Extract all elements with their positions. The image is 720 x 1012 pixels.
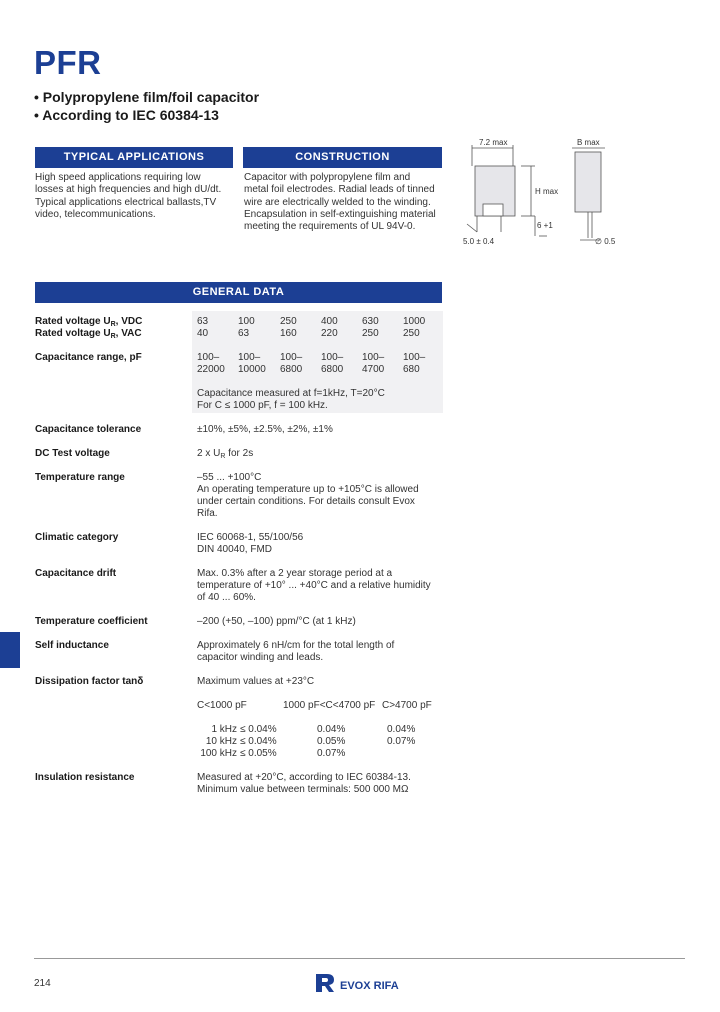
- insulation-resistance-label: Insulation resistance: [35, 772, 135, 783]
- vdc-value: 250: [280, 316, 297, 327]
- vac-value: 250: [403, 328, 420, 339]
- dc-test-value: 2 x $U_R$ for 2s: [197, 448, 254, 460]
- page-number: 214: [34, 978, 51, 989]
- construction-text: Capacitor with polypropylene film and metal foil electrodes. Radial leads of tinned wire are electrically welded to the winding. Encapsulation in self-extinguishing material meeting the requirements of UL 94V-0.: [244, 172, 436, 233]
- dissipation-value: ≤ 0.04%: [240, 724, 277, 735]
- dissipation-value: 0.07%: [387, 736, 416, 747]
- vac-value: 250: [362, 328, 379, 339]
- dim-h-max: H max: [535, 187, 559, 196]
- dissipation-header: C>4700 pF: [382, 700, 432, 711]
- dissipation-value: ≤ 0.04%: [240, 736, 277, 747]
- temperature-range-value: –55 ... +100°C An operating temperature up to +105°C is allowed under certain conditions. For details consult Evox Rifa.: [197, 472, 419, 519]
- cap-range-min: 100–: [362, 352, 385, 363]
- cap-range-min: 100–: [321, 352, 344, 363]
- typical-applications-header: TYPICAL APPLICATIONS: [35, 147, 233, 168]
- dissipation-value: ≤ 0.05%: [240, 748, 277, 759]
- dim-5-0: 5.0 ± 0.4: [463, 237, 495, 246]
- tolerance-value: ±10%, ±5%, ±2.5%, ±2%, ±1%: [197, 424, 333, 435]
- dissipation-header: 1000 pF<C<4700 pF: [283, 700, 376, 711]
- general-data-header: GENERAL DATA: [35, 282, 442, 303]
- cap-range-max: 22000: [197, 364, 225, 375]
- insulation-resistance-value: Measured at +20°C, according to IEC 60384-13. Minimum value between terminals: 500 000 MΩ: [197, 772, 411, 795]
- dissipation-value: 0.04%: [387, 724, 416, 735]
- temperature-coefficient-value: –200 (+50, –100) ppm/°C (at 1 kHz): [197, 616, 356, 627]
- vdc-value: 400: [321, 316, 338, 327]
- dissipation-factor-label: Dissipation factor tanδ: [35, 676, 144, 687]
- dim-b-max: B max: [577, 138, 600, 147]
- self-inductance-value: Approximately 6 nH/cm for the total length of capacitor winding and leads.: [197, 640, 395, 663]
- dissipation-intro: Maximum values at +23°C: [197, 676, 315, 687]
- section-side-tab: [0, 632, 20, 668]
- cap-range-max: 6800: [321, 364, 344, 375]
- dissipation-header: C<1000 pF: [197, 700, 247, 711]
- cap-range-min: 100–: [197, 352, 220, 363]
- temperature-range-label: Temperature range: [35, 472, 125, 483]
- vac-value: 40: [197, 328, 209, 339]
- dim-7-2-max: 7.2 max: [479, 138, 508, 147]
- brand-name: EVOX RIFA: [340, 980, 399, 992]
- vdc-value: 630: [362, 316, 379, 327]
- self-inductance-label: Self inductance: [35, 640, 109, 651]
- vac-value: 220: [321, 328, 338, 339]
- dc-test-label: DC Test voltage: [35, 448, 110, 459]
- rated-voltage-vac-label: Rated voltage $U_R$, VAC: [35, 328, 142, 340]
- vdc-value: 100: [238, 316, 255, 327]
- rated-voltage-vdc-label: Rated voltage $U_R$, VDC: [35, 316, 143, 328]
- cap-range-max: 680: [403, 364, 420, 375]
- dimension-drawing: [455, 136, 635, 251]
- cap-range-max: 4700: [362, 364, 385, 375]
- evox-rifa-logo-icon: [314, 972, 336, 994]
- capacitance-note: Capacitance measured at f=1kHz, T=20°C For C ≤ 1000 pF, f = 100 kHz.: [197, 388, 385, 411]
- bullet-polypropylene: • Polypropylene film/foil capacitor: [34, 89, 260, 105]
- vac-value: 160: [280, 328, 297, 339]
- cap-range-max: 6800: [280, 364, 303, 375]
- dissipation-value: 0.07%: [317, 748, 346, 759]
- climatic-category-value: IEC 60068-1, 55/100/56 DIN 40040, FMD: [197, 532, 304, 555]
- dim-diameter-0-5: ∅ 0.5: [595, 237, 616, 246]
- capacitance-drift-label: Capacitance drift: [35, 568, 117, 579]
- capacitance-drift-value: Max. 0.3% after a 2 year storage period at a temperature of +10° ... +40°C and a relative humidity of 40 ... 60%.: [197, 568, 431, 603]
- construction-header: CONSTRUCTION: [243, 147, 442, 168]
- dissipation-value: 0.04%: [317, 724, 346, 735]
- typical-applications-text: High speed applications requiring low losses at high frequencies and high dU/dt. Typical applications electrical ballasts,TV video, telecommunications.: [35, 172, 222, 220]
- page-title: PFR: [34, 44, 102, 81]
- temperature-coefficient-label: Temperature coefficient: [35, 616, 148, 627]
- vac-value: 63: [238, 328, 250, 339]
- dissipation-freq: 1 kHz: [211, 724, 237, 735]
- cap-range-max: 10000: [238, 364, 266, 375]
- cap-range-min: 100–: [280, 352, 303, 363]
- climatic-category-label: Climatic category: [35, 532, 119, 543]
- vdc-value: 63: [197, 316, 209, 327]
- dissipation-freq: 10 kHz: [205, 736, 237, 747]
- dissipation-value: 0.05%: [317, 736, 346, 747]
- dim-6-plus-1: 6 +1: [537, 221, 553, 230]
- cap-range-min: 100–: [238, 352, 261, 363]
- bullet-iec: • According to IEC 60384-13: [34, 107, 219, 123]
- dissipation-freq: 100 kHz: [200, 748, 237, 759]
- capacitance-range-label: Capacitance range, pF: [35, 352, 142, 363]
- tolerance-label: Capacitance tolerance: [35, 424, 142, 435]
- cap-range-min: 100–: [403, 352, 426, 363]
- footer-rule: [34, 958, 685, 959]
- vdc-value: 1000: [403, 316, 426, 327]
